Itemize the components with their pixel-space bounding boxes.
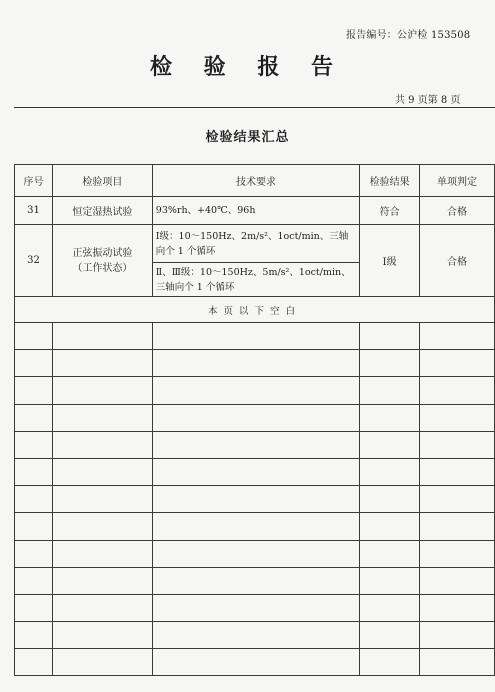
blank-cell xyxy=(15,458,53,485)
blank-cell xyxy=(420,431,495,458)
blank-cell xyxy=(420,540,495,567)
blank-cell xyxy=(360,594,420,621)
blank-cell xyxy=(420,486,495,513)
blank-row xyxy=(15,486,495,513)
blank-cell xyxy=(15,431,53,458)
blank-cell xyxy=(15,567,53,594)
blank-cell xyxy=(360,540,420,567)
blank-note: 本页以下空白 xyxy=(15,297,495,323)
blank-cell xyxy=(152,486,359,513)
blank-cell xyxy=(152,513,359,540)
blank-cell xyxy=(152,377,359,404)
blank-cell xyxy=(420,567,495,594)
blank-cell xyxy=(152,622,359,649)
blank-cell xyxy=(15,540,53,567)
column-header-requirement: 技术要求 xyxy=(152,165,359,197)
page-info: 共 9 页第 8 页 xyxy=(395,95,461,106)
row-item-line: 正弦振动试验 xyxy=(72,247,133,259)
table-header-row xyxy=(15,165,495,197)
blank-cell xyxy=(420,649,495,676)
row-item: 恒定湿热试验 xyxy=(52,197,152,225)
blank-cell xyxy=(52,622,152,649)
blank-cell xyxy=(52,540,152,567)
blank-cell xyxy=(420,323,495,350)
blank-cell xyxy=(420,377,495,404)
blank-cell xyxy=(52,431,152,458)
blank-cell xyxy=(152,540,359,567)
blank-row xyxy=(15,513,495,540)
blank-row xyxy=(15,622,495,649)
blank-cell xyxy=(360,486,420,513)
blank-cell xyxy=(15,350,53,377)
blank-cell xyxy=(152,431,359,458)
table-row xyxy=(15,225,495,263)
blank-cell xyxy=(152,458,359,485)
blank-cell xyxy=(360,377,420,404)
blank-row xyxy=(15,540,495,567)
blank-cell xyxy=(15,404,53,431)
blank-cell xyxy=(52,513,152,540)
blank-row xyxy=(15,323,495,350)
column-header-seq: 序号 xyxy=(15,165,53,197)
blank-cell xyxy=(420,458,495,485)
blank-cell xyxy=(420,350,495,377)
blank-cell xyxy=(420,404,495,431)
blank-cell xyxy=(360,323,420,350)
column-header-result: 检验结果 xyxy=(360,165,420,197)
blank-cell xyxy=(15,594,53,621)
blank-row xyxy=(15,594,495,621)
blank-cell xyxy=(152,404,359,431)
blank-note-row xyxy=(15,297,495,323)
blank-cell xyxy=(152,594,359,621)
blank-cell xyxy=(52,486,152,513)
blank-cell xyxy=(15,377,53,404)
row-requirement: 93%rh、+40℃、96h xyxy=(152,197,359,225)
report-title: 检 验 报 告 xyxy=(150,55,345,80)
blank-cell xyxy=(420,513,495,540)
row-result: Ⅰ级 xyxy=(360,225,420,297)
report-number: 报告编号：公沪检 153508 xyxy=(346,30,471,41)
blank-cell xyxy=(152,649,359,676)
table-row xyxy=(15,197,495,225)
blank-cell xyxy=(52,377,152,404)
blank-cell xyxy=(15,323,53,350)
column-header-judgement: 单项判定 xyxy=(420,165,495,197)
blank-cell xyxy=(152,567,359,594)
row-item xyxy=(52,225,152,297)
blank-cell xyxy=(52,649,152,676)
blank-row xyxy=(15,431,495,458)
blank-row xyxy=(15,350,495,377)
blank-cell xyxy=(420,594,495,621)
blank-row xyxy=(15,458,495,485)
results-summary-table xyxy=(14,164,495,676)
blank-cell xyxy=(52,323,152,350)
blank-cell xyxy=(360,567,420,594)
blank-cell xyxy=(15,649,53,676)
blank-cell xyxy=(360,404,420,431)
row-requirement: Ⅰ级：10～150Hz、2m/s²、1oct/min、三轴向个 1 个循环 xyxy=(152,225,359,263)
row-judgement: 合格 xyxy=(420,225,495,297)
blank-cell xyxy=(52,350,152,377)
row-requirement: Ⅱ、Ⅲ级：10～150Hz、5m/s²、1oct/min、三轴向个 1 个循环 xyxy=(152,263,359,297)
row-judgement: 合格 xyxy=(420,197,495,225)
row-result: 符合 xyxy=(360,197,420,225)
blank-cell xyxy=(360,350,420,377)
blank-row xyxy=(15,567,495,594)
blank-cell xyxy=(52,567,152,594)
blank-cell xyxy=(420,622,495,649)
blank-row xyxy=(15,404,495,431)
blank-cell xyxy=(360,622,420,649)
row-item-line: （工作状态） xyxy=(72,262,133,274)
blank-row xyxy=(15,649,495,676)
blank-cell xyxy=(360,649,420,676)
header-rule xyxy=(14,107,495,108)
blank-cell xyxy=(360,458,420,485)
blank-cell xyxy=(15,486,53,513)
blank-cell xyxy=(52,458,152,485)
blank-cell xyxy=(15,513,53,540)
blank-cell xyxy=(52,594,152,621)
blank-cell xyxy=(15,622,53,649)
blank-row xyxy=(15,377,495,404)
blank-cell xyxy=(152,323,359,350)
row-seq: 31 xyxy=(15,197,53,225)
section-title: 检验结果汇总 xyxy=(205,130,290,145)
row-seq: 32 xyxy=(15,225,53,297)
blank-cell xyxy=(152,350,359,377)
column-header-item: 检验项目 xyxy=(52,165,152,197)
blank-cell xyxy=(52,404,152,431)
blank-cell xyxy=(360,431,420,458)
blank-cell xyxy=(360,513,420,540)
